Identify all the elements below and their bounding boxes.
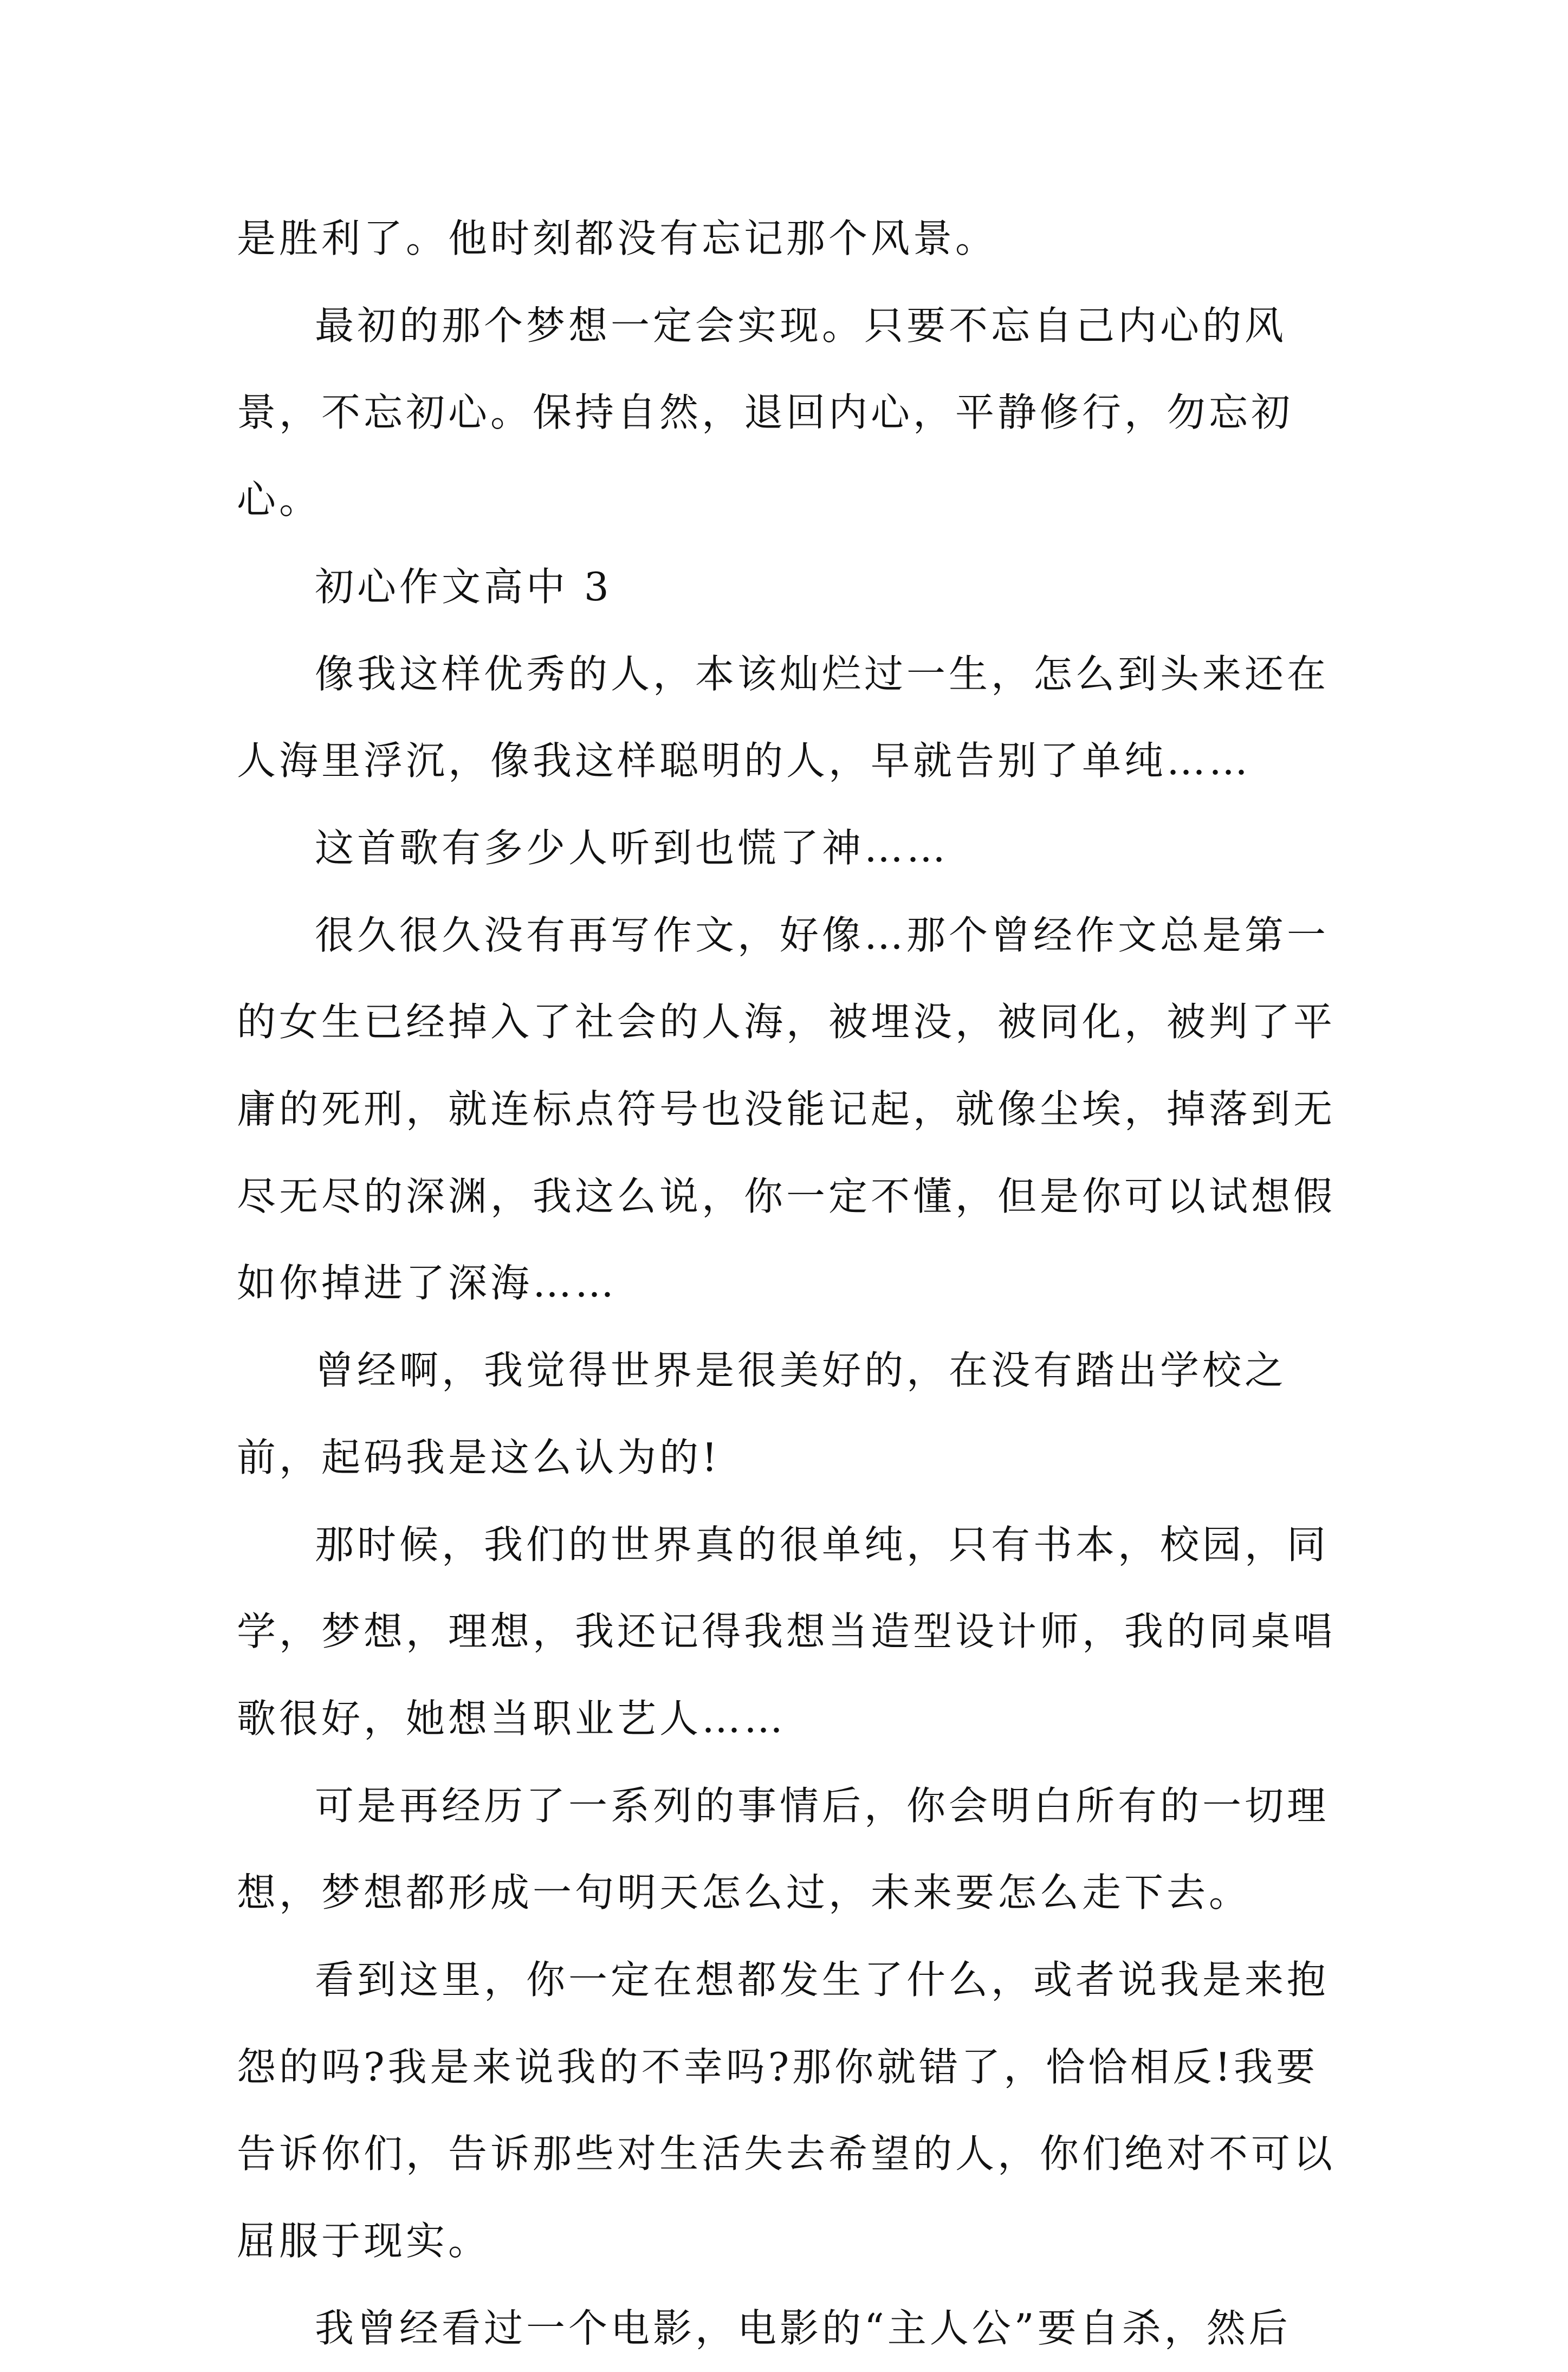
paragraph-continuation: 是胜利了。他时刻都没有忘记那个风景。	[237, 216, 998, 261]
paragraph: 最初的那个梦想一定会实现。只要不忘自己内心的风景，不忘初心。保持自然，退回内心，平静修行，勿忘初心。	[237, 302, 1294, 523]
paragraph: 曾经啊，我觉得世界是很美好的，在没有踏出学校之前，起码我是这么认为的!	[237, 1347, 1287, 1480]
paragraph: 我曾经看过一个电影，电影的“主人公”要自杀，然后	[315, 2305, 1291, 2351]
paragraph: 看到这里，你一定在想都发生了什么，或者说我是来抱怨的吗?我是来说我的不幸吗?那你就错了，恰恰相反!我要告诉你们，告诉那些对生活失去希望的人，你们绝对不可以屈服于现实。	[237, 1957, 1336, 2264]
paragraph: 那时候，我们的世界真的很单纯，只有书本，校园，同学，梦想，理想，我还记得我想当造型设计师，我的同桌唱歌很好，她想当职业艺人……	[237, 1521, 1336, 1741]
paragraph: 很久很久没有再写作文，好像…那个曾经作文总是第一的女生已经掉入了社会的人海，被埋没，被同化，被判了平庸的死刑，就连标点符号也没能记起，就像尘埃，掉落到无尽无尽的深渊，我这么说，你一定不懂，但是你可以试想假如你掉进了深海……	[237, 912, 1336, 1306]
essay-heading: 初心作文高中 3	[315, 563, 612, 610]
paragraph: 可是再经历了一系列的事情后，你会明白所有的一切理想，梦想都形成一句明天怎么过，未来要怎么走下去。	[237, 1783, 1330, 1916]
essay-body	[237, 195, 1339, 2372]
paragraph: 这首歌有多少人听到也慌了神……	[315, 825, 949, 871]
paragraph: 像我这样优秀的人，本该灿烂过一生，怎么到头来还在人海里浮沉，像我这样聪明的人，早就告别了单纯……	[237, 651, 1330, 784]
